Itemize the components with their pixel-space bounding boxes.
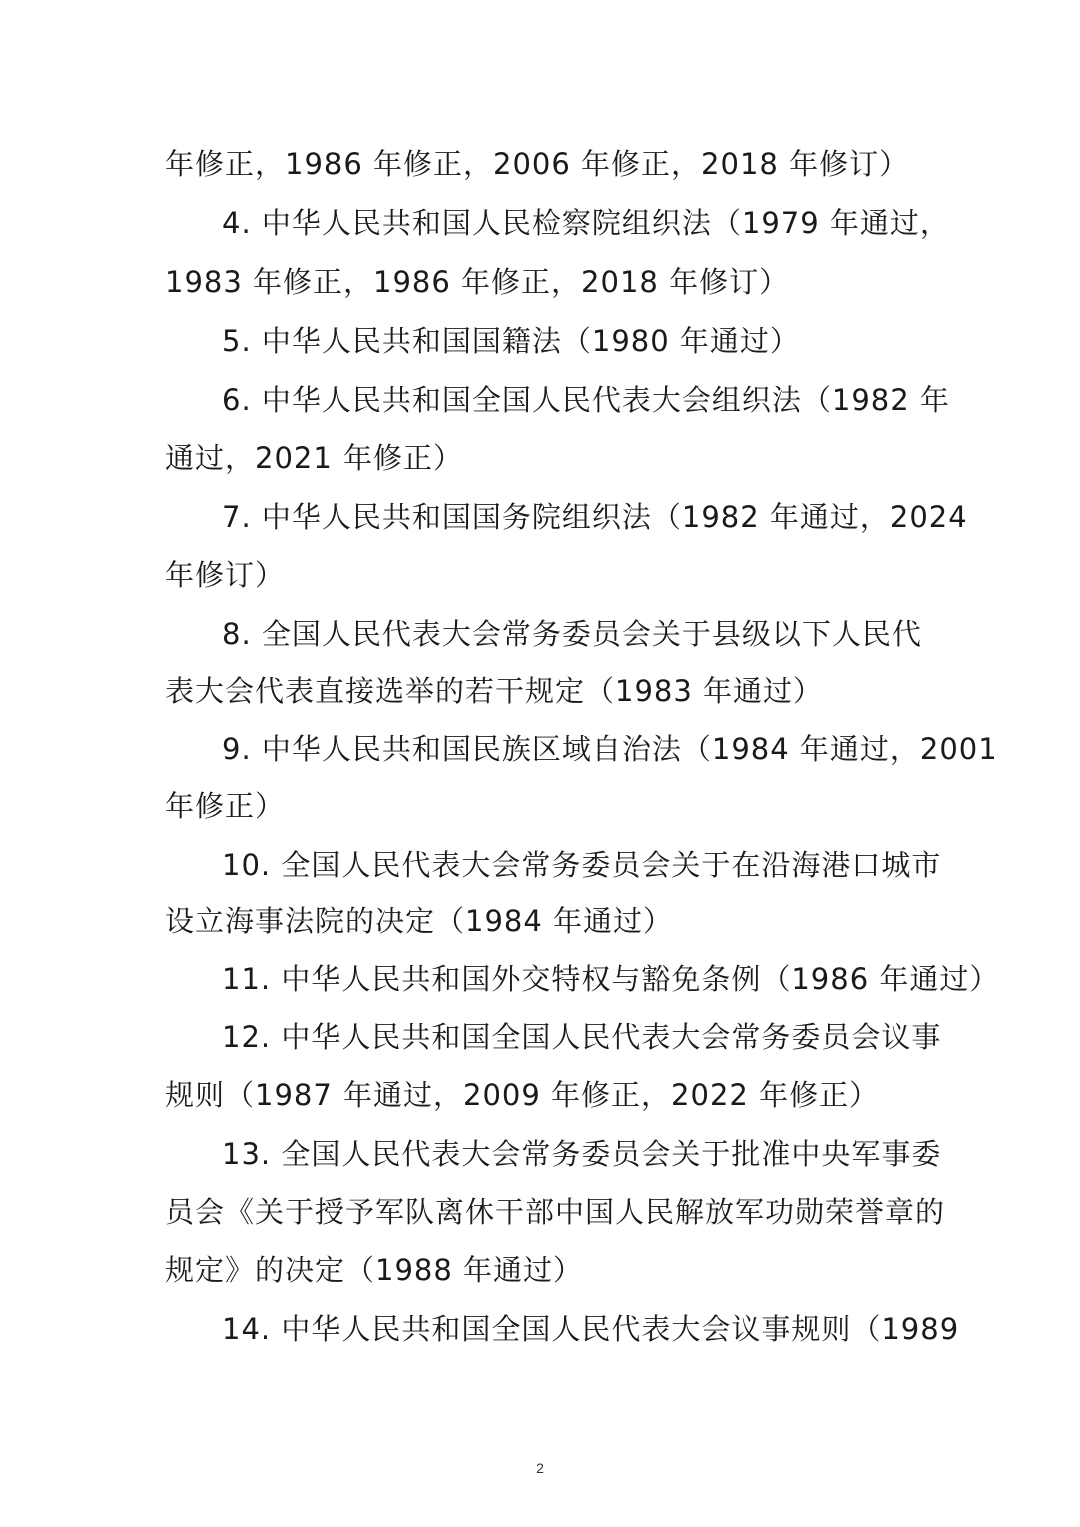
list-item-4: 4. 中华人民共和国人民检察院组织法（1979 年通过， [222, 206, 950, 240]
text-line: 年修订） [165, 558, 286, 592]
text-line: 表大会代表直接选举的若干规定（1983 年通过） [165, 674, 824, 708]
list-item-11: 11. 中华人民共和国外交特权与豁免条例（1986 年通过） [222, 962, 1000, 996]
list-item-12: 12. 中华人民共和国全国人民代表大会常务委员会议事 [222, 1020, 942, 1054]
page-number: 2 [536, 1460, 544, 1476]
list-item-9: 9. 中华人民共和国民族区域自治法（1984 年通过，2001 [222, 732, 998, 766]
text-line: 员会《关于授予军队离休干部中国人民解放军功勋荣誉章的 [165, 1195, 946, 1229]
list-item-8: 8. 全国人民代表大会常务委员会关于县级以下人民代 [222, 617, 922, 651]
list-item-14: 14. 中华人民共和国全国人民代表大会议事规则（1989 [222, 1312, 960, 1346]
text-line: 通过，2021 年修正） [165, 441, 464, 475]
list-item-10: 10. 全国人民代表大会常务委员会关于在沿海港口城市 [222, 848, 942, 882]
text-line: 设立海事法院的决定（1984 年通过） [165, 904, 674, 938]
text-line: 规定》的决定（1988 年通过） [165, 1253, 584, 1287]
text-line: 1983 年修正，1986 年修正，2018 年修订） [165, 265, 790, 299]
list-item-13: 13. 全国人民代表大会常务委员会关于批准中央军事委 [222, 1137, 942, 1171]
text-line: 年修正） [165, 789, 286, 823]
text-line: 年修正，1986 年修正，2006 年修正，2018 年修订） [165, 147, 910, 181]
list-item-7: 7. 中华人民共和国国务院组织法（1982 年通过，2024 [222, 500, 968, 534]
list-item-6: 6. 中华人民共和国全国人民代表大会组织法（1982 年 [222, 383, 950, 417]
list-item-5: 5. 中华人民共和国国籍法（1980 年通过） [222, 324, 800, 358]
text-line: 规则（1987 年通过，2009 年修正，2022 年修正） [165, 1078, 880, 1112]
